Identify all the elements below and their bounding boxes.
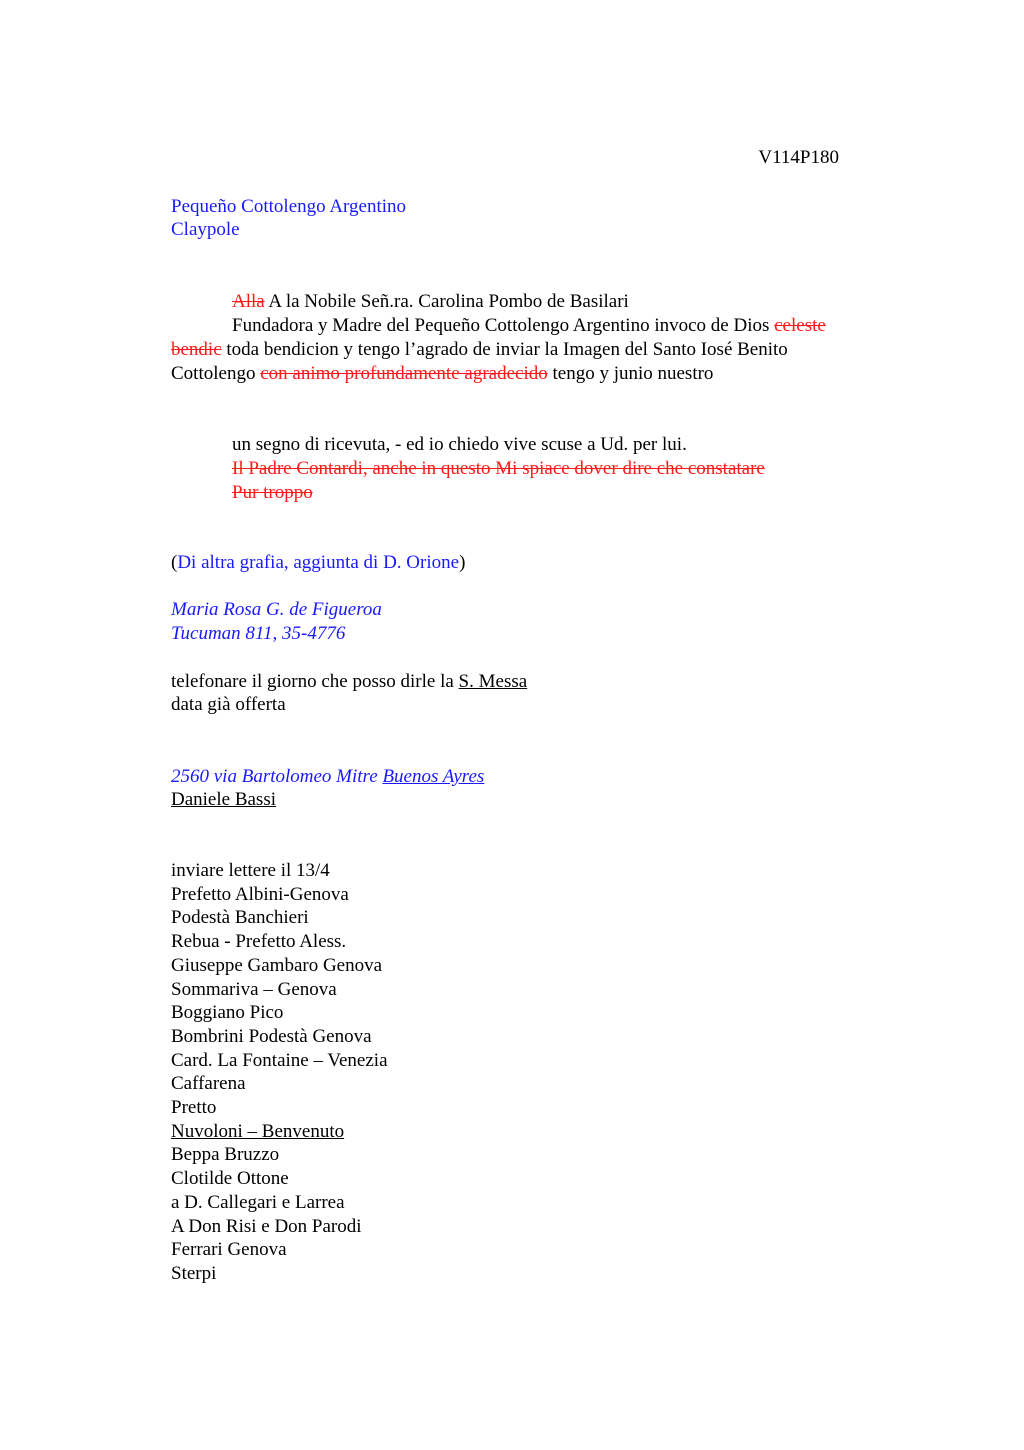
list-item: A Don Risi e Don Parodi: [171, 1215, 362, 1237]
salutation-line: [232, 290, 629, 314]
struck-text: con animo profundamente agradecido: [260, 363, 548, 384]
editor-note: [171, 551, 465, 575]
letter-line-4: un segno di ricevuta, - ed io chiedo vive scuse a Ud. per lui.: [232, 434, 687, 455]
list-item: Card. La Fontaine – Venezia: [171, 1049, 388, 1071]
editor-note-text: Di altra grafia, aggiunta di D. Orione: [177, 552, 460, 573]
address2-name: Daniele Bassi: [171, 789, 277, 810]
list-item: Boggiano Pico: [171, 1002, 284, 1024]
list-item: Caffarena: [171, 1073, 246, 1095]
list-item: Ferrari Genova: [171, 1239, 287, 1261]
document-reference: V114P180: [758, 147, 839, 168]
list-item: Beppa Bruzzo: [171, 1144, 280, 1166]
paren: (: [171, 552, 178, 573]
address1-street: Tucuman 811, 35-4776: [171, 623, 346, 644]
list-item: Sterpi: [171, 1262, 217, 1284]
list-item: Pretto: [171, 1097, 217, 1119]
list-item: Sommariva – Genova: [171, 978, 337, 1000]
header-place: Claypole: [171, 219, 240, 240]
address2-street: 2560 via Bartolomeo Mitre: [171, 766, 383, 787]
letter-text: Cottolengo: [171, 363, 261, 384]
messa-line-2: data già offerta: [171, 694, 286, 715]
list-item: Giuseppe Gambaro Genova: [171, 954, 383, 976]
struck-text: celeste: [774, 315, 826, 336]
list-item: Rebua - Prefetto Aless.: [171, 931, 347, 953]
paren: ): [459, 552, 466, 573]
address1-name: Maria Rosa G. de Figueroa: [171, 599, 382, 620]
salutation-text: A la Nobile Señ.ra. Carolina Pombo de Basilari: [264, 291, 629, 312]
letter-text: tengo y junio nuestro: [547, 363, 714, 384]
messa-text: telefonare il giorno che posso dirle la: [171, 671, 459, 692]
letter-line-2: [171, 338, 788, 362]
letter-line-1: [232, 314, 826, 338]
header-institution: Pequeño Cottolengo Argentino: [171, 196, 407, 217]
list-item: Podestà Banchieri: [171, 907, 309, 929]
letter-line-3: [171, 362, 713, 386]
address2-city: Buenos Ayres: [382, 766, 485, 787]
address2-line: [171, 765, 484, 789]
letter-text: toda bendicion y tengo l’agrado de inviar la Imagen del Santo Iosé Benito: [221, 339, 788, 360]
list-item: Bombrini Podestà Genova: [171, 1025, 372, 1047]
letters-list-title: inviare lettere il 13/4: [171, 860, 330, 881]
list-item: Nuvoloni – Benvenuto: [171, 1120, 345, 1142]
letter-text: Fundadora y Madre del Pequeño Cottolengo Argentino invoco de Dios: [232, 315, 775, 336]
struck-line-contardi: Il Padre Contardi, anche in questo Mi spiace dover dire che constatare: [232, 458, 765, 479]
struck-text: bendic: [171, 339, 222, 360]
struck-line-pur-troppo: Pur troppo: [232, 482, 313, 503]
list-item: Prefetto Albini-Genova: [171, 883, 349, 905]
letters-list: [171, 859, 388, 1286]
messa-line-1: [171, 670, 527, 694]
list-item: a D. Callegari e Larrea: [171, 1191, 345, 1213]
list-item: Clotilde Ottone: [171, 1168, 289, 1190]
messa-underlined: S. Messa: [458, 671, 528, 692]
struck-word-alla: Alla: [232, 291, 265, 312]
